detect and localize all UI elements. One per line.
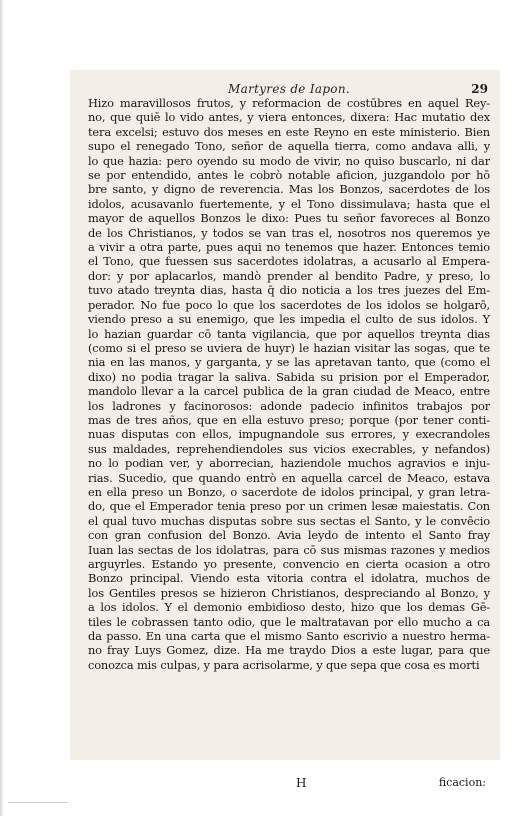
- text-line: con gran confusion del Bonzo. Avia leydo de intento el Santo fray: [88, 528, 490, 543]
- text-line: no lo podian ver, y aborrecian, haziendole muchos agravios e inju-: [88, 456, 490, 471]
- text-line: idolos, acusavanlo fuertemente, y el Tono dissimulava; hasta que el: [88, 196, 490, 211]
- running-head: Martyres de Iapon.: [228, 82, 350, 96]
- text-line: lo hazian guardar cō tanta vigilancia, que por aquellos treynta dias: [88, 326, 490, 341]
- text-line: no, que quiē lo vido antes, y viera entonces, dixera: Hac mutatio dex: [88, 110, 490, 125]
- text-line: no fray Luys Gomez, dize. Ha me traydo Dios a este lugar, para que: [88, 643, 490, 658]
- text-line: mas de tres años, que en ella estuvo preso; porque (por tener conti-: [88, 412, 490, 427]
- text-line: supo el renegado Tono, señor de aquella tierra, como andava alli, y: [88, 139, 490, 154]
- text-line: a vivir a otra parte, pues aqui no tenemos que hazer. Entonces temio: [88, 240, 490, 255]
- text-line: viendo preso a su enemigo, que les impedia el culto de sus idolos. Y: [88, 312, 490, 327]
- page-footer: [88, 776, 490, 792]
- text-line: arguyrles. Estando yo presente, convencio en cierta ocasion a otro: [88, 557, 490, 571]
- text-line: perador. No fue poco lo que los sacerdotes de los idolos se holgarō,: [88, 297, 490, 312]
- text-line: a los idolos. Y el demonio embidioso desto, hizo que los demas Gē-: [88, 600, 490, 615]
- text-line: en ella preso un Bonzo, o sacerdote de idolos principal, y gran letra-: [88, 484, 490, 499]
- body-text: [88, 96, 490, 672]
- text-line: mayor de aquellos Bonzos le dixo: Pues tu señor favoreces al Bonzo: [88, 211, 490, 226]
- text-line: el Tono, que fuessen sus sacerdotes idolatras, a acusarlo al Empera-: [88, 254, 490, 269]
- text-line: los Gentiles presos se hizieron Christianos, despreciando al Bonzo, y: [88, 585, 490, 600]
- text-line: Iuan las sectas de los idolatras, para cō sus mismas razones y medios: [88, 542, 490, 557]
- text-line: tuvo atado treynta dias, hasta q̄ dio noticia a los tres juezes del Em-: [88, 283, 490, 298]
- text-line: de los Christianos, y todos se van tras el, nosotros nos queremos ye: [88, 225, 490, 240]
- text-line: dor: y por aplacarlos, mandò prender al bendito Padre, y preso, lo: [88, 268, 490, 283]
- page-number: 29: [471, 82, 488, 96]
- text-line: rias. Sucedio, que quando entrò en aquella carcel de Meaco, estava: [88, 470, 490, 485]
- text-line: conozca mis culpas, y para acrisolarme, y que sepa que cosa es morti: [88, 657, 480, 672]
- text-line: Hizo maravillosos frutos, y reformacion de costūbres en aquel Rey-: [88, 96, 490, 110]
- text-line: bre santo, y digno de reverencia. Mas los Bonzos, sacerdotes de los: [88, 182, 490, 197]
- text-line: lo que hazia: pero oyendo su modo de vivir, no quiso buscarlo, ni dar: [88, 153, 490, 168]
- catchword: ficacion:: [438, 776, 486, 789]
- scan-edge-shadow: [0, 0, 4, 816]
- text-line: se por entendido, antes le cobrò notable aficion, juzgandolo por hō: [88, 168, 490, 183]
- text-line: nia en las manos, y garganta, y se las apretavan tanto, que (como el: [88, 355, 490, 370]
- text-line: nuas disputas con ellos, impugnandole sus errores, y execrandoles: [88, 427, 490, 442]
- text-line: do, que el Emperador tenia preso por un crimen lesæ maiestatis. Con: [88, 499, 490, 514]
- text-line: el qual tuvo muchas disputas sobre sus sectas el Santo, y le convēcio: [88, 513, 490, 528]
- text-line: tera excelsi; estuvo dos meses en este Reyno en este ministerio. Bien: [88, 124, 490, 139]
- text-line: los ladrones y facinorosos: adonde padecio infinitos trabajos por: [88, 398, 490, 413]
- text-line: mandolo llevar a la carcel publica de la gran ciudad de Meaco, entre: [88, 384, 490, 399]
- scan-bottom-rule: [8, 802, 68, 803]
- text-line: tiles le cobrassen tanto odio, que le maltratavan por ello mucho a ca: [88, 614, 490, 629]
- text-line: da passo. En una carta que el mismo Santo escrivio a nuestro herma-: [88, 629, 490, 644]
- text-line: Bonzo principal. Viendo esta vitoria contra el idolatra, muchos de: [88, 571, 490, 586]
- text-line: dixo) no podia tragar la saliva. Sabida su prision por el Emperador,: [88, 369, 490, 384]
- text-line: (como si el preso se uviera de huyr) le hazian visitar las sogas, que te: [88, 340, 490, 355]
- signature-mark: H: [296, 776, 307, 790]
- text-line: sus maldades, reprehendiendoles sus vicios execrables, y nefandos): [88, 441, 490, 456]
